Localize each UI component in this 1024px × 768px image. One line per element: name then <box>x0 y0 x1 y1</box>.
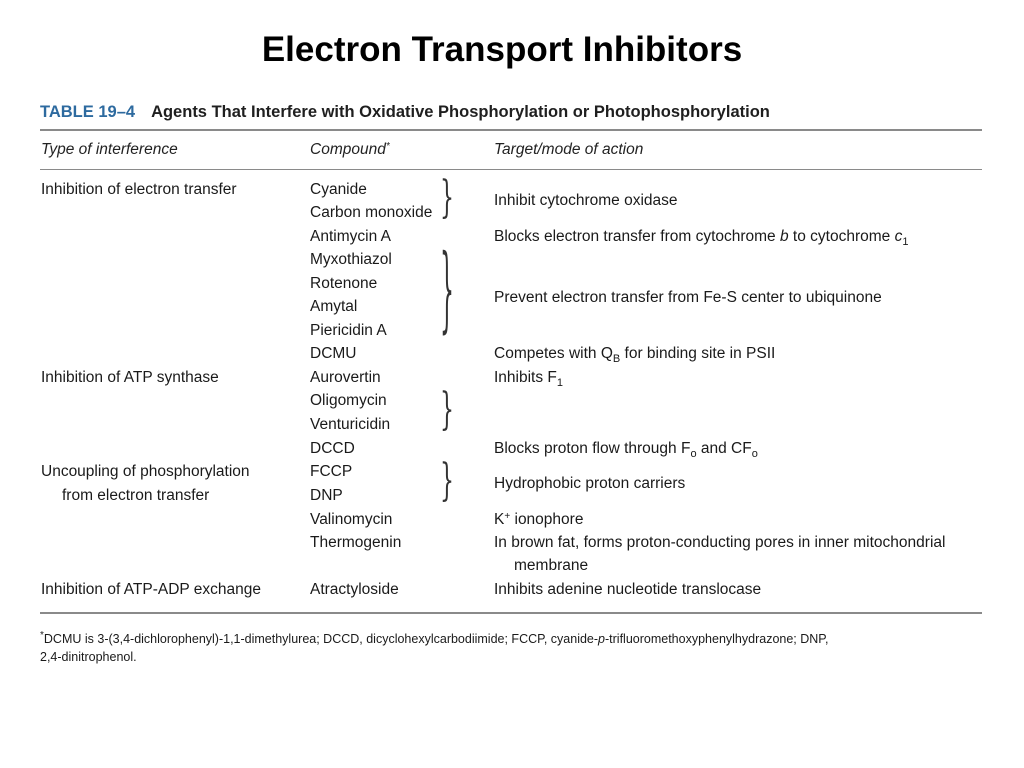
target-text: K <box>494 511 505 528</box>
footnote-marker: * <box>385 141 390 152</box>
compound-cell: Amytal <box>310 298 358 315</box>
footnote-text: -trifluoromethoxyphenylhydrazone; DNP, <box>605 632 829 646</box>
target-text: ionophore <box>510 511 584 528</box>
target-cell <box>494 510 583 529</box>
target-text: Inhibits F <box>494 369 557 386</box>
compound-cell: DNP <box>310 487 343 504</box>
compound-cell: Valinomycin <box>310 511 393 528</box>
table-label: TABLE 19–4 <box>40 103 136 121</box>
brace-cyanide-group: } <box>440 174 454 224</box>
compound-cell: Rotenone <box>310 275 378 292</box>
top-rule <box>40 129 982 131</box>
compound-cell: Myxothiazol <box>310 251 392 268</box>
compound-cell: Cyanide <box>310 181 367 198</box>
interference-type: Inhibition of ATP-ADP exchange <box>41 581 262 598</box>
target-text: Blocks electron transfer from cytochrome <box>494 228 780 245</box>
column-header-target: Target/mode of action <box>494 141 644 158</box>
subscript: B <box>612 353 621 365</box>
target-cell: Hydrophobic proton carriers <box>494 475 686 492</box>
target-text: for binding site in PSII <box>620 345 776 362</box>
bottom-rule <box>40 612 982 614</box>
header-rule <box>40 169 982 170</box>
compound-cell: Aurovertin <box>310 369 381 386</box>
interference-type: Inhibition of electron transfer <box>41 181 237 198</box>
target-cell: Inhibit cytochrome oxidase <box>494 192 678 209</box>
target-text: Blocks proton flow through F <box>494 440 691 457</box>
target-text-italic: b <box>780 228 789 245</box>
brace-fes-group: } <box>440 240 454 346</box>
brace-oligomycin-group: } <box>440 386 454 436</box>
footnote-text: DCMU is 3-(3,4-dichlorophenyl)-1,1-dimethylurea; DCCD, dicyclohexylcarbodiimide; FCCP, cyanide- <box>43 632 599 646</box>
compound-cell: Carbon monoxide <box>310 204 433 221</box>
column-header-compound-label: Compound <box>310 141 386 158</box>
subscript: o <box>751 448 758 460</box>
subscript: 1 <box>556 377 564 389</box>
compound-cell: DCCD <box>310 440 355 457</box>
table-header <box>40 103 770 122</box>
compound-cell: Venturicidin <box>310 416 391 433</box>
compound-cell: DCMU <box>310 345 357 362</box>
target-text: and CF <box>696 440 752 457</box>
compound-cell: Antimycin A <box>310 228 391 245</box>
column-header-type: Type of interference <box>41 141 178 158</box>
interference-type: from electron transfer <box>62 487 210 504</box>
footnote-text-italic: p <box>598 632 605 646</box>
brace-uncoupler-group: } <box>440 457 454 507</box>
compound-cell: Atractyloside <box>310 581 399 598</box>
target-text-italic: c <box>894 228 903 245</box>
target-cell <box>494 227 908 246</box>
target-cell: membrane <box>514 557 589 574</box>
superscript: + <box>504 511 511 522</box>
interference-type: Inhibition of ATP synthase <box>41 369 219 386</box>
table-footnote <box>40 630 940 666</box>
footnote-marker: * <box>40 630 44 641</box>
table-caption: Agents That Interfere with Oxidative Phosphorylation or Photophosphorylation <box>151 103 770 121</box>
compound-cell: Thermogenin <box>310 534 402 551</box>
compound-cell: Oligomycin <box>310 392 387 409</box>
target-cell: Prevent electron transfer from Fe-S center to ubiquinone <box>494 289 882 306</box>
interference-type: Uncoupling of phosphorylation <box>41 463 250 480</box>
target-cell <box>494 439 758 458</box>
compound-cell: Piericidin A <box>310 322 387 339</box>
subscript: 1 <box>902 236 909 248</box>
subscript: o <box>690 448 697 460</box>
target-cell: In brown fat, forms proton-conducting pores in inner mitochondrial <box>494 534 946 551</box>
target-text: to cytochrome <box>788 228 895 245</box>
target-cell <box>494 368 563 387</box>
target-cell: Inhibits adenine nucleotide translocase <box>494 581 762 598</box>
footnote-text: 2,4-dinitrophenol. <box>40 650 137 664</box>
target-text: Competes with Q <box>494 345 613 362</box>
slide-title: Electron Transport Inhibitors <box>261 30 743 69</box>
target-cell <box>494 344 775 363</box>
compound-cell: FCCP <box>310 463 353 480</box>
column-header-compound <box>310 141 390 159</box>
